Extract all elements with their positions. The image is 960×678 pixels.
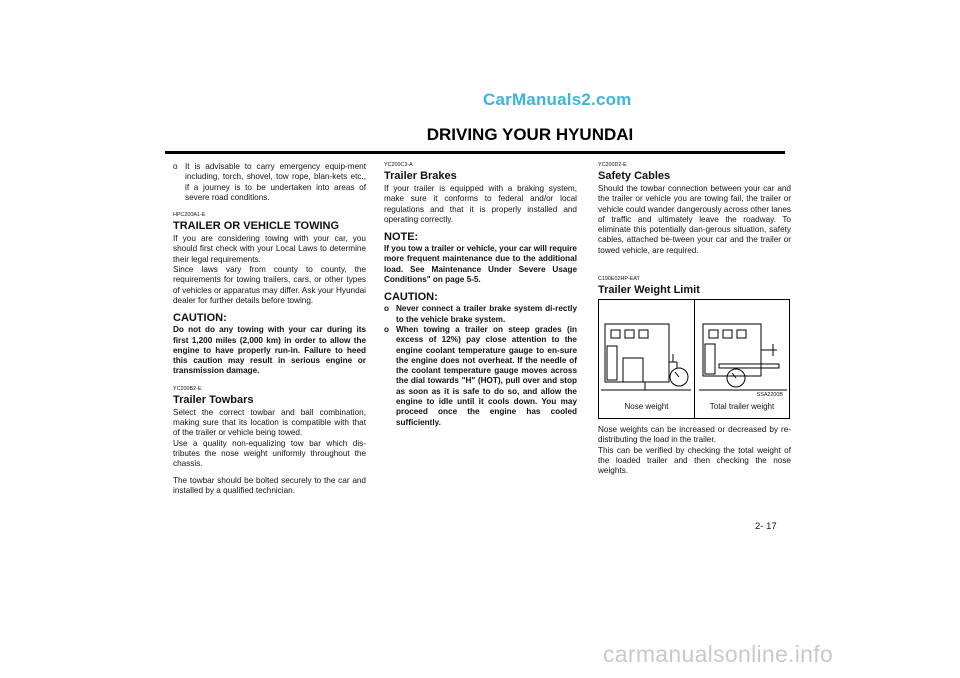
caution-heading: CAUTION:	[384, 291, 438, 304]
paragraph: The towbar should be bolted securely to the car and installed by a qualified technician.	[173, 475, 366, 495]
figure-caption-total-weight: Total trailer weight	[709, 402, 775, 412]
figure-code: SSA2200B	[756, 392, 783, 399]
scale-platform	[719, 364, 779, 368]
note-heading: NOTE:	[384, 231, 419, 244]
column-right	[598, 162, 791, 477]
bullet-mark: o	[384, 324, 390, 334]
watermark-top: CarManuals2.com	[483, 90, 632, 109]
paragraph: Use a quality non-equalizing tow bar which dis-tributes the nose weight uniformly throughout the chassis.	[173, 438, 366, 469]
section-heading: TRAILER OR VEHICLE TOWING	[173, 220, 340, 233]
column-middle	[384, 162, 577, 428]
bullet-mark: o	[384, 304, 390, 314]
trailer-weight-figure	[598, 299, 790, 419]
page-title: DRIVING YOUR HYUNDAI	[426, 125, 634, 144]
section-code: YC200C3-A	[384, 162, 413, 168]
section-code: YC200D2-E	[598, 162, 627, 168]
section-code: C190E02HP-EAT	[598, 276, 640, 283]
section-code: YC200B2-E	[173, 385, 202, 392]
caution-item	[384, 304, 577, 325]
paragraph: If your trailer is equipped with a braking system, make sure it conforms to federal and/or local regulations and that it is properly installed and operating correctly.	[384, 184, 577, 224]
caution-item-text: When towing a trailer on steep grades (in excess of 12%) pay close attention to the engine coolant temperature gauge to en-sure the engine does not overheat. If the needle of the coolant temperature gauge moves across the dial towards "H" (HOT), pull over and stop as soon as it is safe to do so, and allow the engine to idle until it cools down. You may proceed once the engine has cooled sufficiently.	[396, 324, 577, 427]
paragraph: Select the correct towbar and ball combination, making sure that its location is compatible with that of the trailer or vehicle being towed.	[173, 407, 366, 438]
paragraph: Nose weights can be increased or decreased by re-distributing the load in the trailer.	[598, 425, 791, 445]
paragraph: If you are considering towing with your car, you should first check with your Local Laws to determine their legal requirements.	[173, 234, 366, 264]
figure-caption-nose-weight: Nose weight	[624, 402, 669, 412]
page-number: 2- 17	[755, 521, 777, 532]
section-heading: Trailer Towbars	[173, 393, 254, 406]
paragraph: Since laws vary from county to county, the requirements for towing trailers, cars, or other types of vehicles or apparatus may differ. Ask your Hyundai dealer for further details before towing.	[173, 265, 366, 305]
bullet-mark: o	[173, 162, 178, 171]
figure-divider	[694, 300, 695, 418]
section-heading: Trailer Brakes	[384, 170, 457, 182]
emergency-bullet	[173, 162, 366, 203]
trailer-body-left	[605, 324, 669, 382]
header-rule	[165, 151, 785, 154]
section-heading: Safety Cables	[598, 170, 671, 182]
section-heading: Trailer Weight Limit	[598, 284, 700, 297]
section-code: HPC200A1-E	[173, 212, 206, 219]
caution-text: Do not do any towing with your car during its first 1,200 miles (2,000 km) in order to allow the engine to have properly run-in. Failure to heed this caution may result in serious engine or transmission damage.	[173, 325, 366, 376]
caution-item	[384, 325, 577, 428]
bullet-text: It is advisable to carry emergency equip-ment including, torch, shovel, tow rope, blan-kets etc., if a journey is to be undertaken into areas of severe road conditions.	[185, 162, 366, 202]
caution-item-text: Never connect a trailer brake system di-rectly to the vehicle brake system.	[396, 304, 577, 324]
column-left	[173, 162, 366, 496]
watermark-bottom: carmanualsonline.info	[603, 641, 834, 667]
caution-heading: CAUTION:	[173, 312, 227, 325]
paragraph: Should the towbar connection between your car and the trailer or vehicle you are towing fail, the trailer or vehicle could wander dangerously across other lanes of traffic and ultimately leave the roadway. To eliminate this potentially dan-gerous situation, safety cables, attached be-tween your car and the trailer or towed vehicle, are required.	[598, 184, 791, 255]
paragraph: This can be verified by checking the total weight of the loaded trailer and then checking the nose weights.	[598, 445, 791, 476]
note-text: If you tow a trailer or vehicle, your car will require more frequent maintenance due to the additional load. See Maintenance Under Severe Usage Conditions" on page 5-5.	[384, 244, 577, 285]
